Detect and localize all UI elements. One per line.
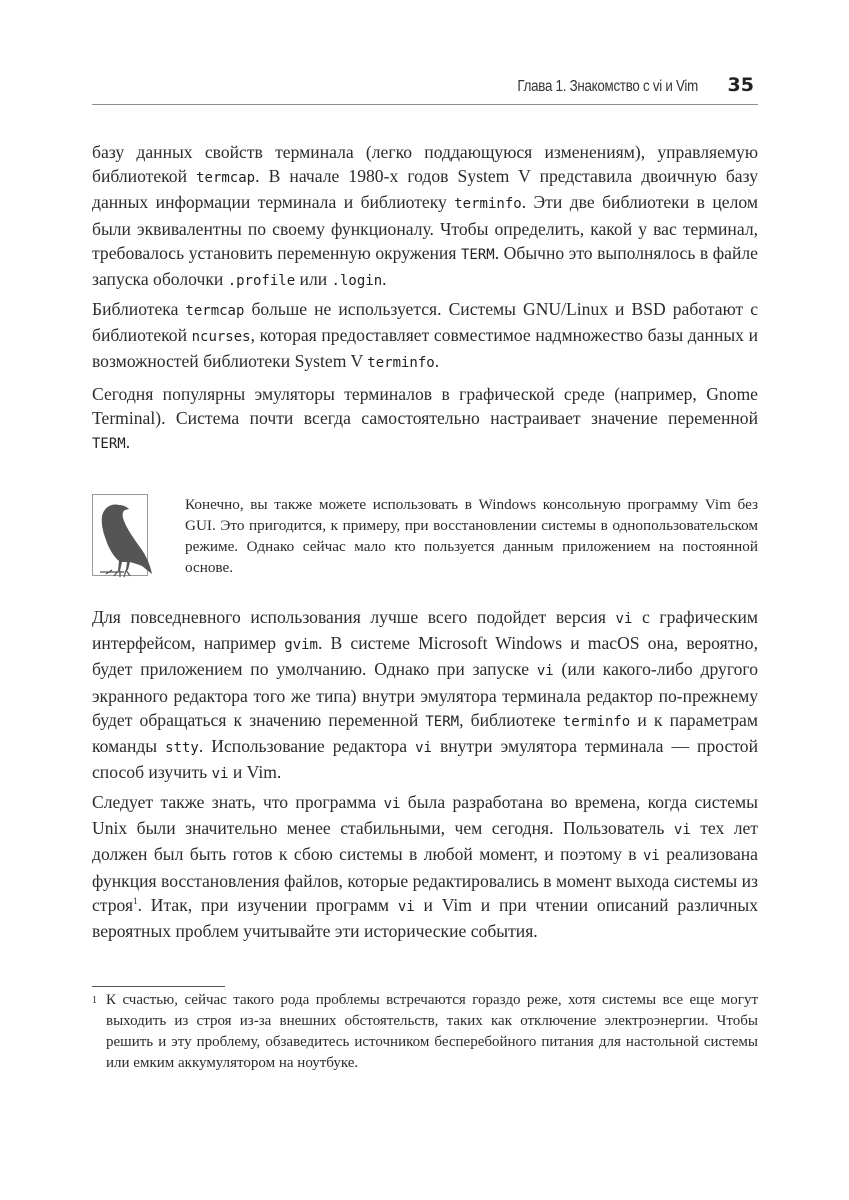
text-run: Сегодня популярны эмуляторы терминалов в графической среде (например, Gnome Terminal). Система почти всегда самостоятельно настраивает значение переменной — [92, 384, 758, 429]
text-run: и Vim и при чтении описаний различных вероятных проблем учитывайте эти исторические события. — [92, 894, 758, 942]
note-text: Конечно, вы также можете использовать в Windows консольную программу Vim без GUI. Это пригодится, к примеру, при восстановлении системы в однопользовательском режиме. Однако сейчас мало кто пользуется данным приложением на постоянной основе. — [185, 496, 758, 576]
text-run: тех лет должен был быть готов к сбою системы в любой момент, и поэтому в — [92, 818, 758, 865]
text-run: . Эти две библиотеки в целом были эквивалентны по своему функционалу. Чтобы определить, какой у вас терминал, требовалось установить переменную окружения — [92, 192, 758, 263]
inline-code: TERM — [461, 246, 495, 263]
text-run: Библиотека — [92, 299, 186, 319]
text-run: и Vim. — [228, 762, 282, 783]
footnote-divider — [92, 986, 225, 987]
text-run: внутри эмулятора терминала — простой способ изучить — [92, 736, 758, 783]
inline-code: vi — [615, 611, 633, 627]
inline-code: .profile — [227, 273, 296, 290]
text-run: Для повседневного использования лучше всего подойдет версия — [92, 607, 616, 627]
text-run: , которая предоставляет совместимое надмножество базы данных и возможностей библиотеки System V — [92, 325, 758, 372]
text-run: . Использование редактора — [198, 736, 416, 757]
inline-code: TERM — [425, 713, 460, 730]
text-run: . — [434, 351, 440, 372]
text-run: . В системе Microsoft Windows и macOS она, вероятно, будет приложением по умолчанию. Однако при запуске — [92, 633, 758, 680]
inline-code: termcap — [196, 170, 256, 187]
inline-code: vi — [415, 740, 432, 757]
page-number: 35 — [727, 74, 754, 96]
text-run: . — [125, 432, 131, 453]
footnote-reference: 1 — [133, 895, 138, 906]
text-run: больше не используется. Системы GNU/Linux и BSD работают с библиотекой — [92, 299, 758, 346]
inline-code: terminfo — [562, 713, 631, 730]
inline-code: vi — [211, 766, 229, 783]
paragraph-history — [92, 790, 758, 943]
chapter-title: Глава 1. Знакомство с vi и Vim — [517, 78, 698, 95]
footnote-mark: 1 — [92, 995, 97, 1006]
text-run: реализована функция восстановления файлов, которые редактировались в момент выхода системы из строя — [92, 844, 758, 915]
inline-code: terminfo — [454, 196, 522, 213]
inline-code: vi — [673, 822, 691, 839]
inline-code: terminfo — [367, 355, 435, 372]
text-run: (или какого-либо другого экранного редактора того же типа) внутри эмулятора терминала редактор по-прежнему будет обращаться к значению переменной — [92, 659, 759, 730]
text-run: с графическим интерфейсом, например — [92, 607, 758, 654]
text-run: была разработана во времена, когда системы Unix были значительно менее стабильными, чем сегодня. Пользователь — [92, 792, 758, 839]
text-run: или — [295, 269, 332, 290]
inline-code: TERM — [92, 436, 126, 453]
paragraph-gui-version — [92, 605, 758, 786]
note-callout — [92, 494, 758, 584]
text-run: и к параметрам команды — [92, 709, 758, 757]
inline-code: gvim — [284, 637, 318, 654]
footnote-text: К счастью, сейчас такого рода проблемы встречаются гораздо реже, хотя системы все еще могут выходить из строя из-за внешних обстоятельств, таких как отключение электроэнергии. Чтобы решить и эту проблему, обзаведитесь источником бесперебойного питания для настольной системы или емким аккумулятором на ноутбуке. — [106, 992, 758, 1071]
paragraph-terminal-db — [92, 140, 758, 293]
paragraph-emulators — [92, 382, 758, 457]
text-run: . Обычно это выполнялось в файле запуска оболочки — [92, 242, 758, 290]
text-run: Следует также знать, что программа — [92, 792, 384, 812]
inline-code: vi — [643, 848, 660, 865]
text-run: базу данных свойств терминала (легко поддающуюся изменениям), управляемую библиотекой — [92, 142, 758, 187]
running-header — [92, 76, 758, 105]
crow-icon — [92, 494, 148, 576]
inline-code: ncurses — [191, 329, 251, 346]
paragraph-termcap — [92, 297, 758, 376]
footnote — [92, 990, 758, 1074]
text-run: . — [382, 269, 387, 290]
inline-code: .login — [331, 273, 383, 290]
text-run: . Итак, при изучении программ — [137, 894, 398, 915]
inline-code: vi — [397, 898, 415, 915]
inline-code: vi — [536, 663, 554, 680]
inline-code: stty — [165, 740, 199, 757]
text-run: . В начале 1980-х годов System V представила двоичную базу данных информации терминала и библиотеку — [92, 166, 758, 213]
text-run: , библиотеке — [459, 709, 563, 730]
inline-code: termcap — [185, 303, 245, 319]
inline-code: vi — [383, 796, 401, 812]
